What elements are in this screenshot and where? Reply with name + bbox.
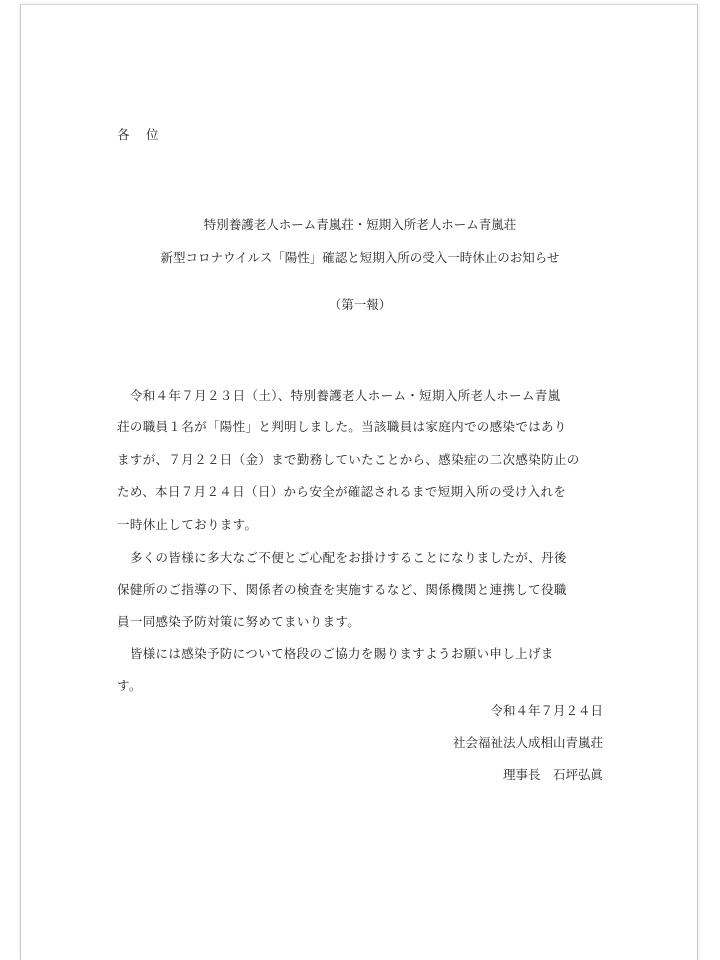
title-line-1: 特別養護老人ホーム青嵐荘・短期入所老人ホーム青嵐荘 [203,217,517,232]
issue-date: 令和４年７月２４日 [490,703,603,718]
body-line: す。 [117,678,142,693]
body-line: 保健所のご指導の下、関係者の検査を実施するなど、関係機関と連携して役職 [117,582,567,597]
body-line: 員一同感染予防対策に努めてまいります。 [117,614,361,629]
organization-name: 社会福祉法人成相山青嵐荘 [452,735,603,750]
salutation: 各 位 [117,127,161,142]
report-number: （第一報） [328,297,392,312]
body-line: ますが、７月２２日（金）まで勤務していたことから、感染症の二次感染防止の [117,452,580,467]
body-line: 多くの皆様に多大なご不便とご心配をお掛けすることになりましたが、丹後 [117,550,567,565]
body-line: ため、本日７月２４日（日）から安全が確認されるまで短期入所の受け入れを [117,484,567,499]
body-line: 一時休止しております。 [117,517,258,532]
title-line-2: 新型コロナウイルス「陽性」確認と短期入所の受入一時休止のお知らせ [160,250,560,265]
body-line: 令和４年７月２３日（土）、特別養護老人ホーム・短期入所老人ホーム青嵐 [117,388,561,403]
signatory: 理事長 石坪弘眞 [502,767,603,782]
body-line: 皆様には感染予防について格段のご協力を賜りますようお願い申し上げま [117,646,554,661]
body-line: 荘の職員１名が「陽性」と判明しました。当該職員は家庭内での感染ではあり [117,419,567,434]
document-page [20,4,698,960]
